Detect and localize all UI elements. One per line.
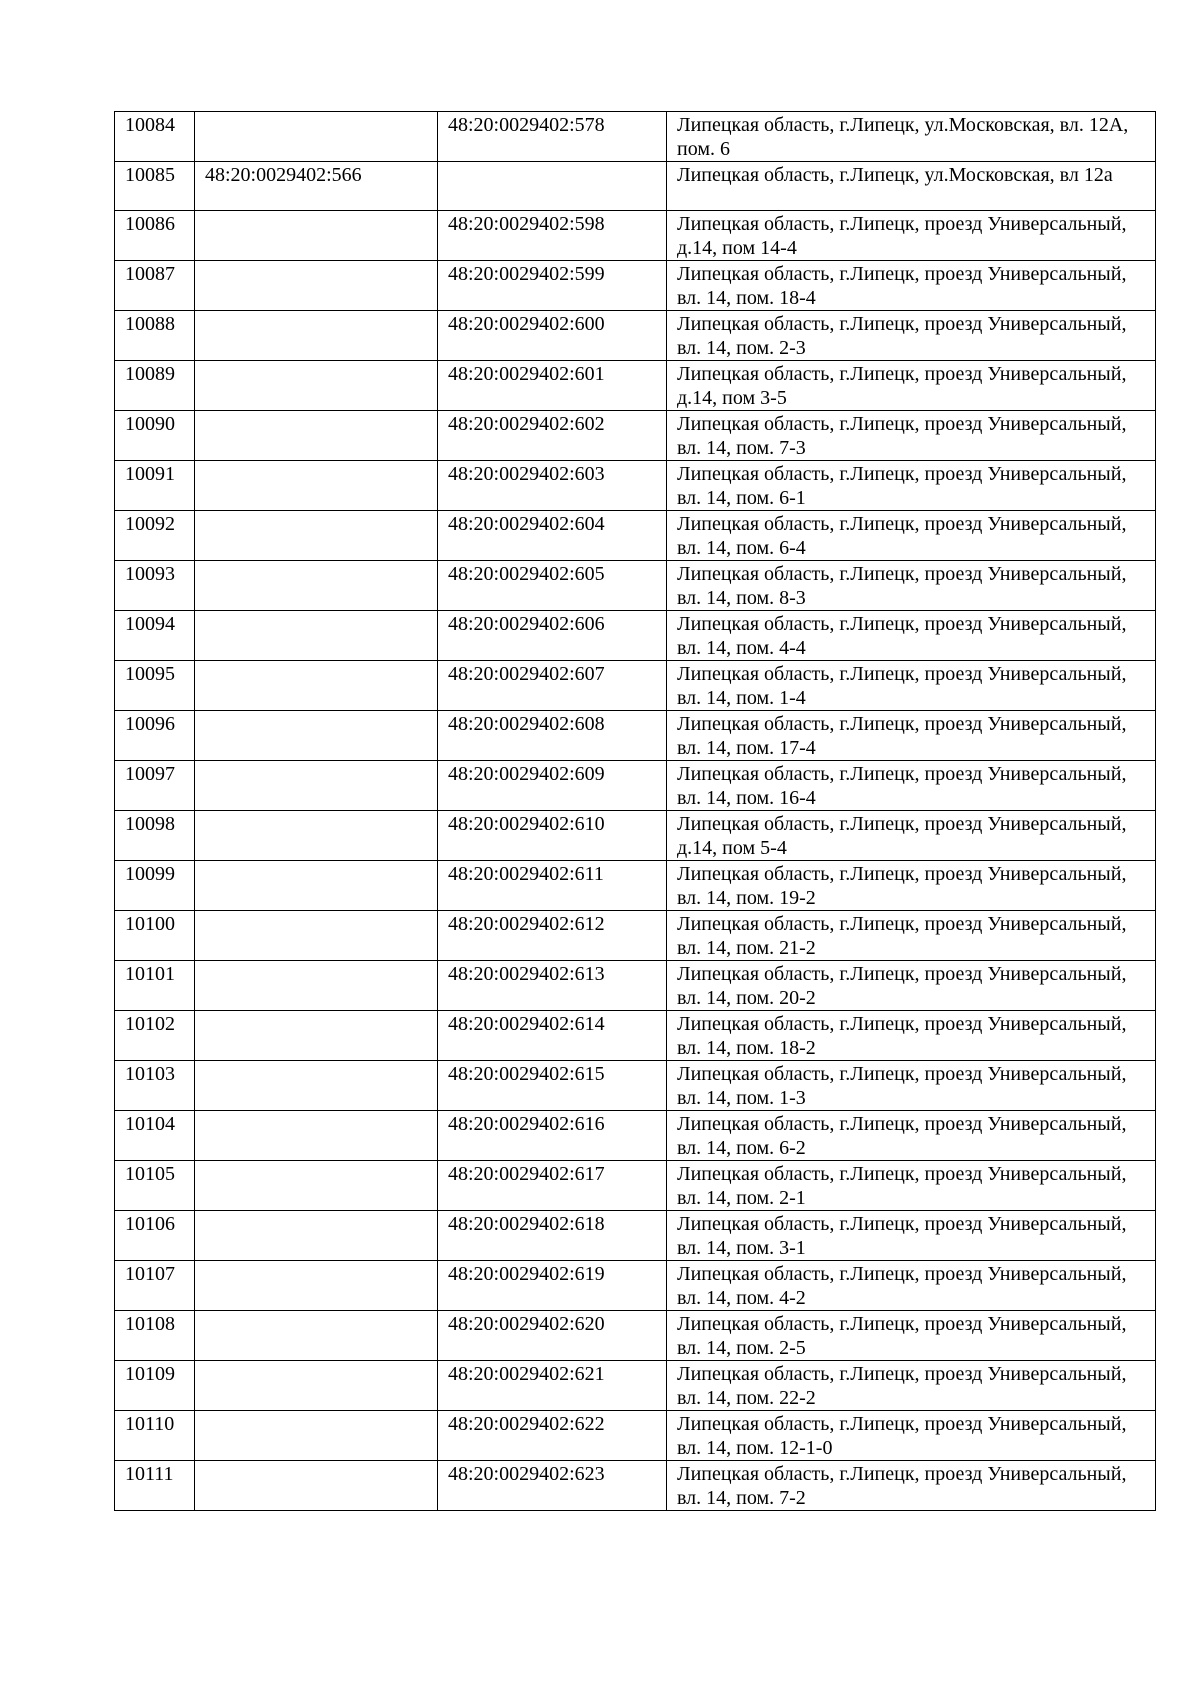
- address-cell: Липецкая область, г.Липецк, проезд Универсальный, вл. 14, пом. 7-3: [667, 411, 1156, 461]
- object-number-cell: [195, 1111, 438, 1161]
- row-number-cell: 10089: [115, 361, 195, 411]
- row-number-cell: 10104: [115, 1111, 195, 1161]
- cadastral-number-cell: 48:20:0029402:620: [438, 1311, 667, 1361]
- row-number-cell: 10092: [115, 511, 195, 561]
- row-number-cell: 10106: [115, 1211, 195, 1261]
- object-number-cell: [195, 1211, 438, 1261]
- object-number-cell: [195, 511, 438, 561]
- table-row: [115, 1461, 1156, 1511]
- address-cell: Липецкая область, г.Липецк, проезд Универсальный, вл. 14, пом. 1-4: [667, 661, 1156, 711]
- address-cell: Липецкая область, г.Липецк, проезд Универсальный, вл. 14, пом. 6-2: [667, 1111, 1156, 1161]
- table-row: [115, 311, 1156, 361]
- address-cell: Липецкая область, г.Липецк, проезд Универсальный, вл. 14, пом. 17-4: [667, 711, 1156, 761]
- object-number-cell: [195, 761, 438, 811]
- object-number-cell: [195, 1061, 438, 1111]
- cadastral-number-cell: 48:20:0029402:622: [438, 1411, 667, 1461]
- table-row: [115, 1311, 1156, 1361]
- address-cell: Липецкая область, г.Липецк, проезд Универсальный, вл. 14, пом. 2-3: [667, 311, 1156, 361]
- address-cell: Липецкая область, г.Липецк, проезд Универсальный, вл. 14, пом. 16-4: [667, 761, 1156, 811]
- address-cell: Липецкая область, г.Липецк, проезд Универсальный, вл. 14, пом. 2-5: [667, 1311, 1156, 1361]
- table-row: [115, 461, 1156, 511]
- cadastral-table: [114, 111, 1156, 1511]
- cadastral-number-cell: 48:20:0029402:611: [438, 861, 667, 911]
- table-row: [115, 561, 1156, 611]
- address-cell: Липецкая область, г.Липецк, проезд Универсальный, вл. 14, пом. 18-2: [667, 1011, 1156, 1061]
- row-number-cell: 10105: [115, 1161, 195, 1211]
- object-number-cell: [195, 1461, 438, 1511]
- table-row: [115, 861, 1156, 911]
- address-cell: Липецкая область, г.Липецк, проезд Универсальный, вл. 14, пом. 21-2: [667, 911, 1156, 961]
- table-row: [115, 1111, 1156, 1161]
- row-number-cell: 10108: [115, 1311, 195, 1361]
- table-row: [115, 511, 1156, 561]
- cadastral-number-cell: 48:20:0029402:613: [438, 961, 667, 1011]
- cadastral-number-cell: 48:20:0029402:606: [438, 611, 667, 661]
- table-row: [115, 361, 1156, 411]
- row-number-cell: 10102: [115, 1011, 195, 1061]
- cadastral-number-cell: 48:20:0029402:600: [438, 311, 667, 361]
- object-number-cell: [195, 561, 438, 611]
- table-row: [115, 1211, 1156, 1261]
- object-number-cell: [195, 1361, 438, 1411]
- address-cell: Липецкая область, г.Липецк, проезд Универсальный, д.14, пом 3-5: [667, 361, 1156, 411]
- object-number-cell: [195, 1161, 438, 1211]
- address-cell: Липецкая область, г.Липецк, проезд Универсальный, вл. 14, пом. 20-2: [667, 961, 1156, 1011]
- object-number-cell: [195, 311, 438, 361]
- object-number-cell: [195, 211, 438, 261]
- row-number-cell: 10107: [115, 1261, 195, 1311]
- cadastral-number-cell: 48:20:0029402:605: [438, 561, 667, 611]
- address-cell: Липецкая область, г.Липецк, проезд Универсальный, вл. 14, пом. 19-2: [667, 861, 1156, 911]
- table-row: [115, 112, 1156, 162]
- row-number-cell: 10098: [115, 811, 195, 861]
- object-number-cell: [195, 1311, 438, 1361]
- row-number-cell: 10101: [115, 961, 195, 1011]
- row-number-cell: 10091: [115, 461, 195, 511]
- table-row: [115, 211, 1156, 261]
- object-number-cell: [195, 961, 438, 1011]
- object-number-cell: [195, 361, 438, 411]
- cadastral-number-cell: 48:20:0029402:610: [438, 811, 667, 861]
- table-body: [115, 112, 1156, 1511]
- address-cell: Липецкая область, г.Липецк, ул.Московская, вл 12а: [667, 162, 1156, 211]
- address-cell: Липецкая область, г.Липецк, проезд Универсальный, вл. 14, пом. 3-1: [667, 1211, 1156, 1261]
- table-row: [115, 711, 1156, 761]
- address-cell: Липецкая область, г.Липецк, проезд Универсальный, вл. 14, пом. 6-4: [667, 511, 1156, 561]
- address-cell: Липецкая область, г.Липецк, проезд Универсальный, вл. 14, пом. 8-3: [667, 561, 1156, 611]
- object-number-cell: 48:20:0029402:566: [195, 162, 438, 211]
- cadastral-number-cell: 48:20:0029402:598: [438, 211, 667, 261]
- address-cell: Липецкая область, г.Липецк, ул.Московская, вл. 12А, пом. 6: [667, 112, 1156, 162]
- row-number-cell: 10084: [115, 112, 195, 162]
- cadastral-number-cell: 48:20:0029402:623: [438, 1461, 667, 1511]
- row-number-cell: 10093: [115, 561, 195, 611]
- object-number-cell: [195, 711, 438, 761]
- object-number-cell: [195, 1011, 438, 1061]
- table-row: [115, 661, 1156, 711]
- object-number-cell: [195, 461, 438, 511]
- cadastral-number-cell: 48:20:0029402:618: [438, 1211, 667, 1261]
- row-number-cell: 10100: [115, 911, 195, 961]
- table-row: [115, 911, 1156, 961]
- address-cell: Липецкая область, г.Липецк, проезд Универсальный, д.14, пом 14-4: [667, 211, 1156, 261]
- cadastral-number-cell: 48:20:0029402:603: [438, 461, 667, 511]
- table-row: [115, 1161, 1156, 1211]
- row-number-cell: 10085: [115, 162, 195, 211]
- cadastral-number-cell: 48:20:0029402:601: [438, 361, 667, 411]
- row-number-cell: 10111: [115, 1461, 195, 1511]
- cadastral-number-cell: 48:20:0029402:616: [438, 1111, 667, 1161]
- object-number-cell: [195, 811, 438, 861]
- address-cell: Липецкая область, г.Липецк, проезд Универсальный, вл. 14, пом. 22-2: [667, 1361, 1156, 1411]
- address-cell: Липецкая область, г.Липецк, проезд Универсальный, вл. 14, пом. 1-3: [667, 1061, 1156, 1111]
- table-row: [115, 1061, 1156, 1111]
- object-number-cell: [195, 1411, 438, 1461]
- cadastral-number-cell: 48:20:0029402:578: [438, 112, 667, 162]
- cadastral-number-cell: 48:20:0029402:609: [438, 761, 667, 811]
- object-number-cell: [195, 112, 438, 162]
- row-number-cell: 10087: [115, 261, 195, 311]
- row-number-cell: 10109: [115, 1361, 195, 1411]
- row-number-cell: 10086: [115, 211, 195, 261]
- cadastral-number-cell: 48:20:0029402:607: [438, 661, 667, 711]
- row-number-cell: 10095: [115, 661, 195, 711]
- cadastral-number-cell: 48:20:0029402:619: [438, 1261, 667, 1311]
- address-cell: Липецкая область, г.Липецк, проезд Универсальный, вл. 14, пом. 2-1: [667, 1161, 1156, 1211]
- cadastral-number-cell: 48:20:0029402:608: [438, 711, 667, 761]
- row-number-cell: 10088: [115, 311, 195, 361]
- cadastral-number-cell: 48:20:0029402:599: [438, 261, 667, 311]
- object-number-cell: [195, 661, 438, 711]
- table-row: [115, 1411, 1156, 1461]
- cadastral-number-cell: 48:20:0029402:617: [438, 1161, 667, 1211]
- cadastral-number-cell: 48:20:0029402:612: [438, 911, 667, 961]
- object-number-cell: [195, 911, 438, 961]
- table-row: [115, 162, 1156, 211]
- row-number-cell: 10090: [115, 411, 195, 461]
- address-cell: Липецкая область, г.Липецк, проезд Универсальный, д.14, пом 5-4: [667, 811, 1156, 861]
- table-row: [115, 411, 1156, 461]
- row-number-cell: 10097: [115, 761, 195, 811]
- object-number-cell: [195, 611, 438, 661]
- table-row: [115, 811, 1156, 861]
- cadastral-number-cell: 48:20:0029402:614: [438, 1011, 667, 1061]
- table-row: [115, 1361, 1156, 1411]
- row-number-cell: 10103: [115, 1061, 195, 1111]
- cadastral-number-cell: [438, 162, 667, 211]
- object-number-cell: [195, 411, 438, 461]
- object-number-cell: [195, 1261, 438, 1311]
- table-row: [115, 1261, 1156, 1311]
- address-cell: Липецкая область, г.Липецк, проезд Универсальный, вл. 14, пом. 18-4: [667, 261, 1156, 311]
- cadastral-number-cell: 48:20:0029402:621: [438, 1361, 667, 1411]
- table-row: [115, 1011, 1156, 1061]
- address-cell: Липецкая область, г.Липецк, проезд Универсальный, вл. 14, пом. 7-2: [667, 1461, 1156, 1511]
- address-cell: Липецкая область, г.Липецк, проезд Универсальный, вл. 14, пом. 6-1: [667, 461, 1156, 511]
- table-row: [115, 761, 1156, 811]
- address-cell: Липецкая область, г.Липецк, проезд Универсальный, вл. 14, пом. 4-4: [667, 611, 1156, 661]
- cadastral-number-cell: 48:20:0029402:604: [438, 511, 667, 561]
- row-number-cell: 10096: [115, 711, 195, 761]
- row-number-cell: 10094: [115, 611, 195, 661]
- address-cell: Липецкая область, г.Липецк, проезд Универсальный, вл. 14, пом. 4-2: [667, 1261, 1156, 1311]
- row-number-cell: 10110: [115, 1411, 195, 1461]
- table-row: [115, 961, 1156, 1011]
- row-number-cell: 10099: [115, 861, 195, 911]
- cadastral-number-cell: 48:20:0029402:615: [438, 1061, 667, 1111]
- table-row: [115, 261, 1156, 311]
- table-row: [115, 611, 1156, 661]
- address-cell: Липецкая область, г.Липецк, проезд Универсальный, вл. 14, пом. 12-1-0: [667, 1411, 1156, 1461]
- cadastral-number-cell: 48:20:0029402:602: [438, 411, 667, 461]
- object-number-cell: [195, 261, 438, 311]
- object-number-cell: [195, 861, 438, 911]
